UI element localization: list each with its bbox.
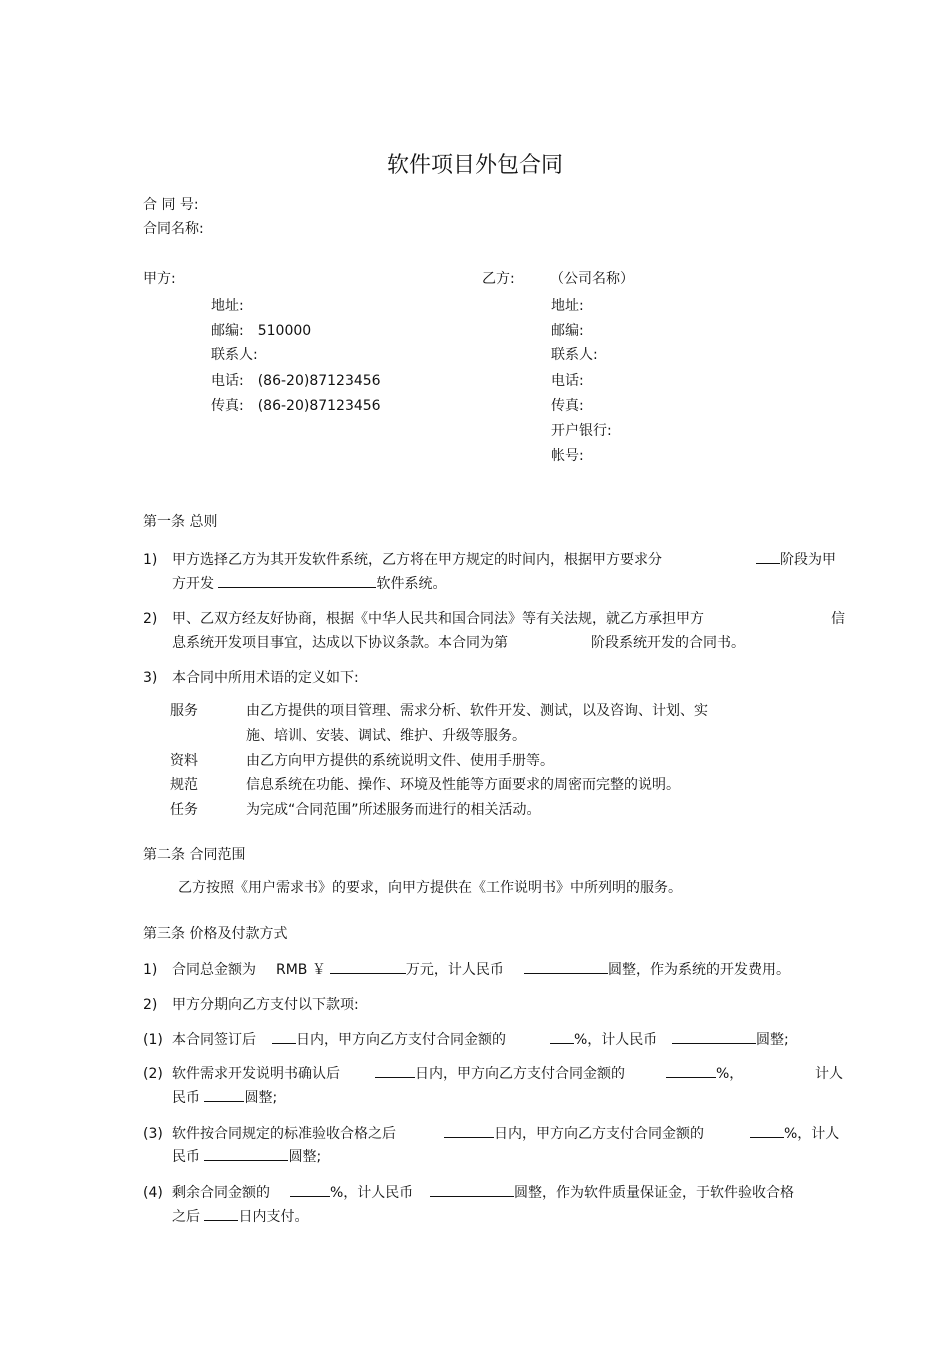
party-b-contact: 联系人: (551, 347, 598, 363)
paragraph-text: 甲方选择乙方为其开发软件系统，乙方将在甲方规定的时间内，根据甲方要求分 (172, 552, 662, 568)
paragraph-text: 信 (831, 611, 845, 627)
blank-line (444, 1125, 494, 1138)
party-b-bank: 开户银行: (551, 423, 612, 439)
blank-line (290, 1184, 330, 1197)
party-b-fax: 传真: (551, 398, 584, 414)
term-label: 资料 (170, 753, 198, 769)
paragraph-text: %，计人民币 (550, 1031, 657, 1049)
phone-value: (86-20)87123456 (257, 373, 381, 389)
phone-label: 电话: (211, 373, 244, 389)
blank-line (666, 1065, 716, 1078)
term-definition: 为完成“合同范围”所述服务而进行的相关活动。 (246, 802, 541, 818)
term-label: 规范 (170, 777, 198, 793)
party-b-phone: 电话: (551, 373, 584, 389)
paragraph-text: 之后 日内支付。 (172, 1209, 309, 1225)
party-b-label: 乙方: (482, 271, 515, 287)
paragraph-text: 甲、乙双方经友好协商，根据《中华人民共和国合同法》等有关法规，就乙方承担甲方 (172, 611, 704, 627)
paragraph-text: 方开发 软件系统。 (172, 576, 447, 592)
party-b-postcode: 邮编: (551, 323, 584, 339)
paragraph-text: 软件按合同规定的标准验收合格之后 (172, 1126, 396, 1142)
blank-line (750, 1125, 784, 1138)
item-number: 2) (143, 611, 158, 627)
item-number: 3) (143, 670, 158, 686)
article-1-heading: 第一条 总则 (143, 514, 218, 530)
party-a-phone (211, 372, 381, 390)
fax-label: 传真: (211, 398, 244, 414)
term-definition: 由乙方向甲方提供的系统说明文件、使用手册等。 (246, 753, 554, 769)
item-number: 2) (143, 997, 158, 1013)
paragraph-text: 合同总金额为 (172, 962, 256, 978)
party-a-address: 地址: (211, 298, 244, 314)
item-number: (1) (143, 1032, 163, 1048)
blank-line (330, 961, 406, 974)
party-a-fax (211, 397, 381, 415)
term-label: 任务 (170, 802, 198, 818)
blank-line (272, 1031, 296, 1044)
blank-line (756, 551, 780, 564)
contract-name-label: 合同名称: (143, 221, 204, 237)
paragraph-text: 日内，甲方向乙方支付合同金额的 (272, 1031, 506, 1049)
paragraph-text: 息系统开发项目事宜，达成以下协议条款。本合同为第 (172, 635, 508, 651)
party-a-contact: 联系人: (211, 347, 258, 363)
paragraph-text: 民币 圆整; (172, 1090, 278, 1106)
paragraph-text: 本合同中所用术语的定义如下: (172, 670, 359, 686)
paragraph-text: 剩余合同金额的 (172, 1185, 270, 1201)
blank-line (672, 1031, 756, 1044)
item-number: (3) (143, 1126, 163, 1142)
blank-line (375, 1065, 415, 1078)
postcode-label: 邮编: (211, 323, 244, 339)
blank-line (524, 961, 608, 974)
paragraph-text: 计人 (815, 1066, 843, 1082)
paragraph-text: 圆整，作为软件质量保证金，于软件验收合格 (430, 1184, 794, 1202)
party-a-postcode (211, 322, 311, 340)
blank-line (550, 1031, 574, 1044)
party-b-address: 地址: (551, 298, 584, 314)
party-b-company: （公司名称） (550, 271, 634, 287)
paragraph-text: 软件需求开发说明书确认后 (172, 1066, 340, 1082)
paragraph-text: 圆整; (672, 1031, 789, 1049)
term-label: 服务 (170, 703, 198, 719)
paragraph-text: 本合同签订后 (172, 1032, 256, 1048)
fax-value: (86-20)87123456 (257, 398, 381, 414)
term-definition: 由乙方提供的项目管理、需求分析、软件开发、测试，以及咨询、计划、实 (246, 703, 708, 719)
party-a-label: 甲方: (143, 271, 176, 287)
blank-line (204, 1089, 244, 1102)
item-number: (2) (143, 1066, 163, 1082)
blank-line (204, 1148, 288, 1161)
blank-line (430, 1184, 514, 1197)
paragraph-text: %，计人民币 (290, 1184, 413, 1202)
contract-no-label: 合 同 号: (143, 197, 199, 213)
term-definition: 施、培训、安装、调试、维护、升级等服务。 (246, 728, 526, 744)
blank-line (204, 1208, 238, 1221)
postcode-value: 510000 (257, 323, 312, 339)
paragraph-text: 圆整，作为系统的开发费用。 (524, 961, 790, 979)
paragraph-text: %， (666, 1065, 743, 1083)
paragraph-text: 阶段系统开发的合同书。 (591, 635, 745, 651)
item-number: 1) (143, 962, 158, 978)
paragraph-text: 甲方分期向乙方支付以下款项: (172, 997, 359, 1013)
paragraph-text: 民币 圆整; (172, 1149, 322, 1165)
paragraph-text: %，计人 (750, 1125, 839, 1143)
party-b-account: 帐号: (551, 448, 584, 464)
paragraph-text: RMB ￥ 万元，计人民币 (276, 962, 504, 978)
paragraph-text: 日内，甲方向乙方支付合同金额的 (375, 1065, 625, 1083)
paragraph-text: 日内，甲方向乙方支付合同金额的 (444, 1125, 704, 1143)
page-title: 软件项目外包合同 (386, 153, 563, 178)
blank-line (218, 575, 376, 588)
term-definition: 信息系统在功能、操作、环境及性能等方面要求的周密而完整的说明。 (246, 777, 680, 793)
paragraph-text: 阶段为甲 (756, 551, 836, 569)
item-number: (4) (143, 1185, 163, 1201)
item-number: 1) (143, 552, 158, 568)
article-2-heading: 第二条 合同范围 (143, 847, 246, 863)
article-3-heading: 第三条 价格及付款方式 (143, 926, 288, 942)
paragraph-text: 乙方按照《用户需求书》的要求，向甲方提供在《工作说明书》中所列明的服务。 (178, 880, 682, 896)
